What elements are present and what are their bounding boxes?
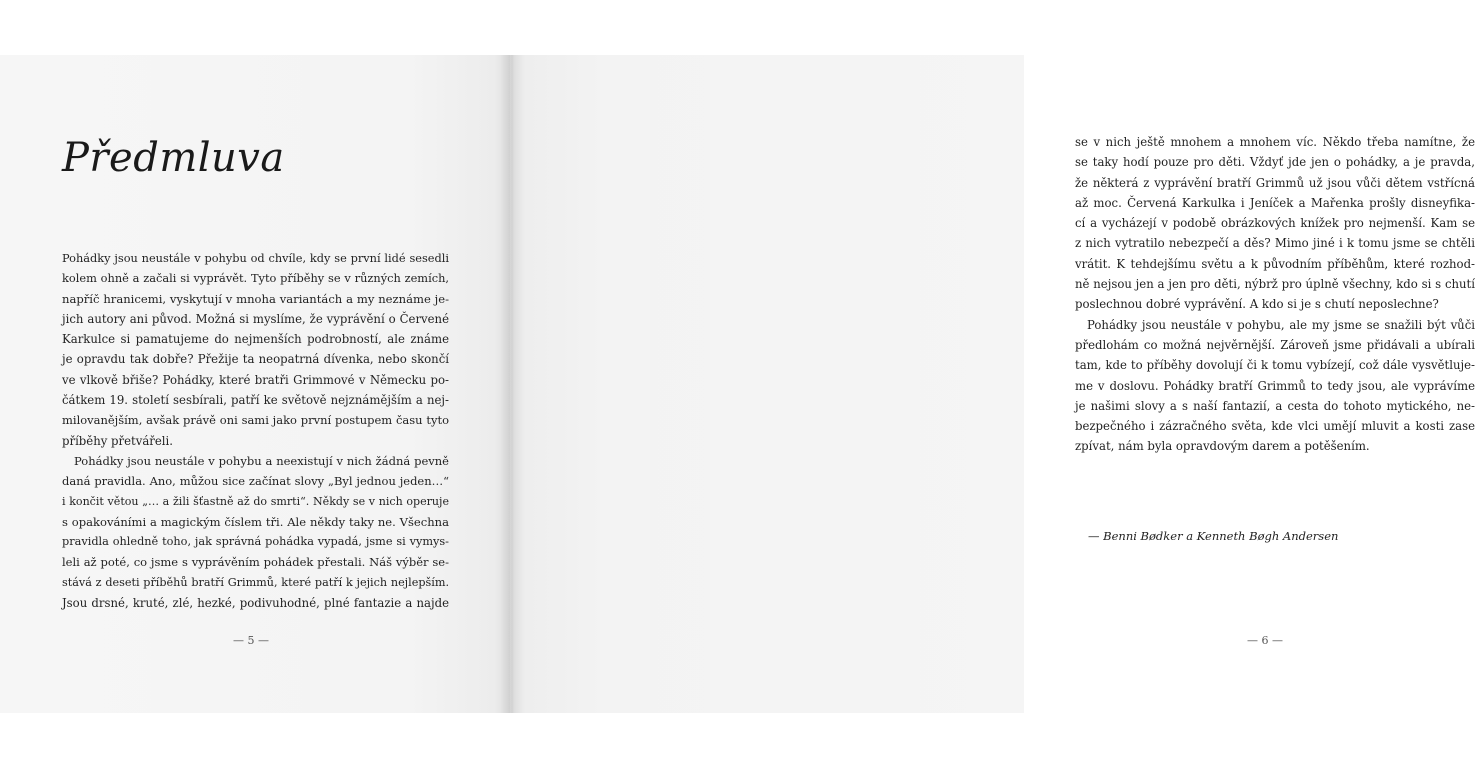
text-line: je opravdu tak dobře? Přežije ta neopatrná dívenka, nebo skončí [62,352,449,367]
text-line: předlohám co možná nejvěrnější. Zároveň jsme přidávali a ubírali [1075,337,1475,352]
text-line: vrátit. K tehdejšímu světu a k původním příběhům, které rozhod- [1075,256,1475,271]
text-line: Jsou drsné, kruté, zlé, hezké, podivuhodné, plné fantazie a najde [62,596,449,611]
text-line: čátkem 19. století sesbírali, patří ke světově nejznámějším a nej- [62,393,449,408]
left-page-body [62,248,449,613]
text-line: Pohádky jsou neustále v pohybu, ale my jsme se snažili být vůči [1087,317,1475,332]
text-line: poslechnou dobré vyprávění. A kdo si je s chutí neposlechne? [1075,297,1439,312]
text-line: je našimi slovy a s naší fantazií, a cesta do tohoto mytického, ne- [1075,398,1475,413]
text-line: napříč hranicemi, vyskytují v mnoha variantách a my neznáme je- [62,291,449,306]
text-line: cí a vycházejí v podobě obrázkových knížek pro nejmenší. Kam se [1075,216,1475,231]
page-number-right: — 6 — [1247,634,1283,647]
book-spread [0,55,1475,713]
right-page [510,55,1475,713]
text-line: se v nich ještě mnohem a mnohem víc. Někdo třeba namítne, že [1075,135,1475,149]
left-page [0,55,510,713]
text-line: Karkulce si pamatujeme do nejmenších podrobností, ale známe [62,332,449,347]
text-line: bezpečného i zázračného světa, kde vlci umějí mluvit a kosti zase [1075,419,1475,434]
text-line: až moc. Červená Karkulka i Jeníček a Mařenka prošly disneyfika- [1075,195,1475,210]
text-line: Pohádky jsou neustále v pohybu od chvíle, kdy se první lidé sesedli [62,251,449,265]
text-line: s opakováními a magickým číslem tři. Ale někdy taky ne. Všechna [62,514,449,529]
text-line: z nich vytratilo nebezpečí a děs? Mimo jiné i k tomu jsme se chtěli [1075,236,1475,251]
text-line: jich autory ani původ. Možná si myslíme, že vyprávění o Červené [62,311,449,326]
text-line: me v doslovu. Pohádky bratří Grimmů to tedy jsou, ale vyprávíme [1075,378,1475,393]
text-line: milovanějším, avšak právě oni sami jako první postupem času tyto [62,413,449,428]
text-line: i končit větou „… a žili šťastně až do smrti“. Někdy se v nich operuje [62,494,449,508]
text-line: leli až poté, co jsme s vyprávěním pohádek přestali. Náš výběr se- [62,555,449,570]
text-line: kolem ohně a začali si vyprávět. Tyto příběhy se v různých zemích, [62,271,449,286]
right-page-body [1075,132,1475,457]
signature: — Benni Bødker a Kenneth Bøgh Andersen [1088,529,1339,543]
text-line: ně nejsou jen a jen pro děti, nýbrž pro úplně všechny, kdo si s chutí [1075,277,1475,292]
text-line: daná pravidla. Ano, můžou sice začínat slovy „Byl jednou jeden…“ [62,474,449,489]
text-line: tam, kde to příběhy dovolují či k tomu vybízejí, což dále vysvětluje- [1075,358,1475,373]
text-line: ve vlkově břiše? Pohádky, které bratři Grimmové v Německu po- [62,372,449,387]
text-line: Pohádky jsou neustále v pohybu a neexistují v nich žádná pevně [74,453,449,468]
chapter-title: Předmluva [62,135,285,181]
text-line: se taky hodí pouze pro děti. Vždyť jde jen o pohádky, a je pravda, [1075,155,1475,170]
text-line: zpívat, nám byla opravdovým darem a potěšením. [1075,439,1370,454]
text-line: stává z deseti příběhů bratří Grimmů, které patří k jejich nejlepším. [62,575,449,589]
text-line: že některá z vyprávění bratří Grimmů už jsou vůči dětem vstřícná [1075,175,1475,190]
page-number-left: — 5 — [233,634,269,647]
text-line: příběhy přetvářeli. [62,433,173,448]
text-line: pravidla ohledně toho, jak správná pohádka vypadá, jsme si vymys- [62,535,449,549]
